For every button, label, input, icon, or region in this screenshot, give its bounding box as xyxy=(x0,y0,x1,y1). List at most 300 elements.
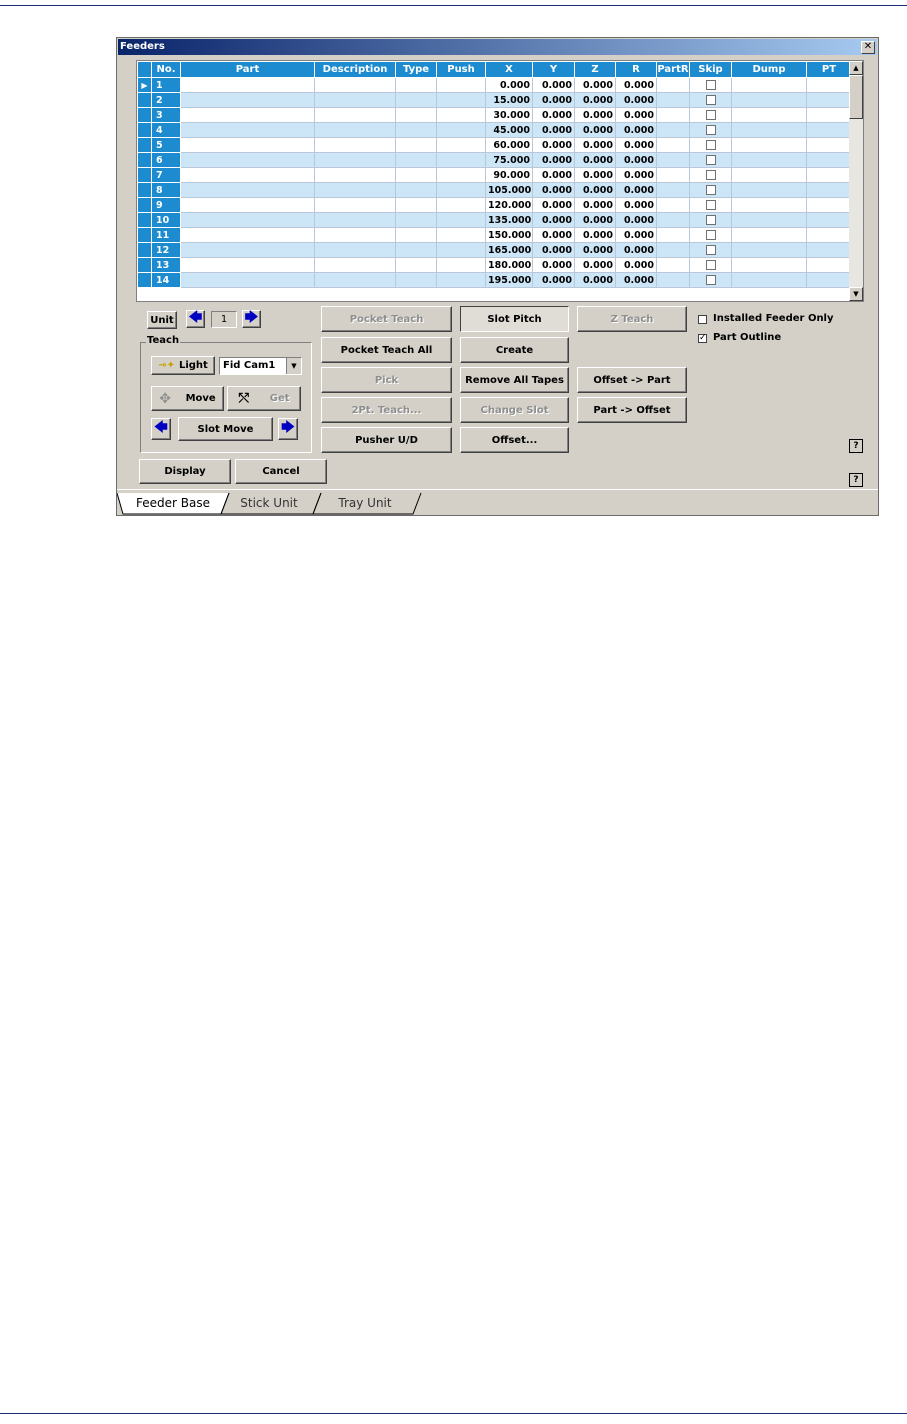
part-outline-label: Part Outline xyxy=(713,332,782,343)
description-cell[interactable] xyxy=(315,213,396,228)
partr-cell[interactable] xyxy=(657,198,690,213)
pt-cell[interactable] xyxy=(807,138,852,153)
description-cell[interactable] xyxy=(315,183,396,198)
pt-cell[interactable] xyxy=(807,213,852,228)
camera-select[interactable] xyxy=(219,357,302,375)
push-cell[interactable] xyxy=(437,93,486,108)
z-cell[interactable]: 0.000 xyxy=(575,123,616,138)
pt-cell[interactable] xyxy=(807,93,852,108)
column-header[interactable]: Dump xyxy=(732,62,807,78)
slot-pitch-button[interactable]: Slot Pitch xyxy=(460,306,569,332)
z-teach-button[interactable]: Z Teach xyxy=(577,306,687,332)
unit-prev-button[interactable] xyxy=(186,310,205,328)
column-header[interactable]: Push xyxy=(437,62,486,78)
dump-cell[interactable] xyxy=(732,213,807,228)
pt-cell[interactable] xyxy=(807,168,852,183)
x-cell[interactable]: 165.000 xyxy=(486,243,533,258)
feeders-window xyxy=(116,37,879,516)
y-cell[interactable]: 0.000 xyxy=(533,258,575,273)
camera-select-value: Fid Cam1 xyxy=(223,360,276,371)
x-cell[interactable]: 90.000 xyxy=(486,168,533,183)
pt-cell[interactable] xyxy=(807,258,852,273)
type-cell[interactable] xyxy=(396,153,437,168)
row-indicator[interactable] xyxy=(138,198,152,213)
r-cell[interactable]: 0.000 xyxy=(616,78,657,93)
remove-all-tapes-button[interactable]: Remove All Tapes xyxy=(460,367,569,393)
dump-cell[interactable] xyxy=(732,153,807,168)
skip-cell xyxy=(690,273,732,288)
slot-move-button[interactable] xyxy=(178,417,273,441)
row-indicator[interactable] xyxy=(138,273,152,288)
description-cell[interactable] xyxy=(315,78,396,93)
move-button[interactable] xyxy=(151,386,224,411)
row-number[interactable]: 14 xyxy=(152,273,181,288)
type-cell[interactable] xyxy=(396,273,437,288)
row-number[interactable]: 7 xyxy=(152,168,181,183)
part-cell[interactable] xyxy=(181,183,315,198)
y-cell[interactable]: 0.000 xyxy=(533,108,575,123)
y-cell[interactable]: 0.000 xyxy=(533,93,575,108)
row-number[interactable]: 6 xyxy=(152,153,181,168)
display-button[interactable]: Display xyxy=(139,459,231,484)
skip-checkbox[interactable] xyxy=(706,125,716,135)
push-cell[interactable] xyxy=(437,198,486,213)
partr-cell[interactable] xyxy=(657,228,690,243)
dump-cell[interactable] xyxy=(732,198,807,213)
skip-checkbox[interactable] xyxy=(706,80,716,90)
y-cell[interactable]: 0.000 xyxy=(533,78,575,93)
push-cell[interactable] xyxy=(437,123,486,138)
dump-cell[interactable] xyxy=(732,273,807,288)
type-cell[interactable] xyxy=(396,258,437,273)
y-cell[interactable]: 0.000 xyxy=(533,183,575,198)
skip-cell xyxy=(690,123,732,138)
feeder-grid[interactable] xyxy=(136,60,864,302)
r-cell[interactable]: 0.000 xyxy=(616,108,657,123)
dump-cell[interactable] xyxy=(732,258,807,273)
pusher-up-down-button[interactable]: Pusher U/D xyxy=(321,427,452,453)
z-cell[interactable]: 0.000 xyxy=(575,153,616,168)
table-row[interactable] xyxy=(138,138,852,153)
tab-tray-unit[interactable]: Tray Unit xyxy=(338,496,392,510)
light-bulb-icon: ⊸✦ xyxy=(158,360,175,371)
part-cell[interactable] xyxy=(181,258,315,273)
row-number[interactable]: 13 xyxy=(152,258,181,273)
partr-cell[interactable] xyxy=(657,123,690,138)
title-bar xyxy=(118,39,877,55)
skip-checkbox[interactable] xyxy=(706,140,716,150)
description-cell[interactable] xyxy=(315,243,396,258)
part-cell[interactable] xyxy=(181,153,315,168)
part-cell[interactable] xyxy=(181,108,315,123)
table-body xyxy=(138,78,852,288)
type-cell[interactable] xyxy=(396,198,437,213)
description-cell[interactable] xyxy=(315,153,396,168)
x-cell[interactable]: 15.000 xyxy=(486,93,533,108)
x-cell[interactable]: 180.000 xyxy=(486,258,533,273)
z-cell[interactable]: 0.000 xyxy=(575,243,616,258)
r-cell[interactable]: 0.000 xyxy=(616,273,657,288)
pt-cell[interactable] xyxy=(807,78,852,93)
scroll-thumb[interactable] xyxy=(849,75,863,119)
description-cell[interactable] xyxy=(315,273,396,288)
part-cell[interactable] xyxy=(181,243,315,258)
skip-checkbox[interactable] xyxy=(706,230,716,240)
row-number[interactable]: 8 xyxy=(152,183,181,198)
y-cell[interactable]: 0.000 xyxy=(533,243,575,258)
pt-cell[interactable] xyxy=(807,108,852,123)
column-header[interactable]: Type xyxy=(396,62,437,78)
z-cell[interactable]: 0.000 xyxy=(575,78,616,93)
scroll-down-button[interactable] xyxy=(849,287,863,301)
column-header[interactable]: Description xyxy=(315,62,396,78)
x-cell[interactable]: 120.000 xyxy=(486,198,533,213)
slot-move-prev-button[interactable] xyxy=(151,418,171,440)
type-cell[interactable] xyxy=(396,123,437,138)
z-cell[interactable]: 0.000 xyxy=(575,138,616,153)
description-cell[interactable] xyxy=(315,228,396,243)
row-indicator[interactable] xyxy=(138,243,152,258)
row-indicator[interactable] xyxy=(138,153,152,168)
part-cell[interactable] xyxy=(181,168,315,183)
z-cell[interactable]: 0.000 xyxy=(575,273,616,288)
chevron-down-icon[interactable]: ▼ xyxy=(286,358,301,374)
table-row[interactable] xyxy=(138,258,852,273)
window-title: Feeders xyxy=(120,41,165,52)
table-header-row xyxy=(138,62,852,78)
row-indicator[interactable] xyxy=(138,78,152,93)
push-cell[interactable] xyxy=(437,183,486,198)
z-cell[interactable]: 0.000 xyxy=(575,168,616,183)
vertical-scrollbar[interactable] xyxy=(849,61,863,301)
push-cell[interactable] xyxy=(437,228,486,243)
z-cell[interactable]: 0.000 xyxy=(575,228,616,243)
y-cell[interactable]: 0.000 xyxy=(533,153,575,168)
x-cell[interactable]: 75.000 xyxy=(486,153,533,168)
get-button[interactable] xyxy=(227,386,301,411)
close-icon: ✕ xyxy=(863,41,873,52)
pick-button[interactable]: Pick xyxy=(321,367,452,393)
push-cell[interactable] xyxy=(437,168,486,183)
skip-checkbox[interactable] xyxy=(706,215,716,225)
pt-cell[interactable] xyxy=(807,198,852,213)
row-number[interactable]: 2 xyxy=(152,93,181,108)
r-cell[interactable]: 0.000 xyxy=(616,228,657,243)
arrow-left-icon: 🡄 xyxy=(188,310,203,325)
table-row[interactable] xyxy=(138,93,852,108)
partr-cell[interactable] xyxy=(657,168,690,183)
z-cell[interactable]: 0.000 xyxy=(575,198,616,213)
partr-cell[interactable] xyxy=(657,93,690,108)
offset-button[interactable]: Offset... xyxy=(460,427,569,453)
skip-cell xyxy=(690,108,732,123)
dump-cell[interactable] xyxy=(732,138,807,153)
skip-cell xyxy=(690,93,732,108)
change-slot-button[interactable]: Change Slot xyxy=(460,397,569,423)
create-button[interactable]: Create xyxy=(460,337,569,363)
type-cell[interactable] xyxy=(396,168,437,183)
dump-cell[interactable] xyxy=(732,168,807,183)
pocket-teach-all-button[interactable]: Pocket Teach All xyxy=(321,337,452,363)
slot-move-next-button[interactable] xyxy=(278,418,298,440)
help-button-tabs[interactable]: ? xyxy=(849,473,863,487)
row-indicator[interactable] xyxy=(138,183,152,198)
unit-label: Unit xyxy=(150,314,174,326)
description-cell[interactable] xyxy=(315,168,396,183)
part-to-offset-button[interactable]: Part -> Offset xyxy=(577,397,687,423)
description-cell[interactable] xyxy=(315,93,396,108)
page-top-rule xyxy=(0,5,907,6)
installed-feeder-only-checkbox[interactable] xyxy=(698,315,707,324)
dump-cell[interactable] xyxy=(732,78,807,93)
row-indicator[interactable] xyxy=(138,168,152,183)
r-cell[interactable]: 0.000 xyxy=(616,123,657,138)
pocket-teach-button[interactable]: Pocket Teach xyxy=(321,306,452,332)
dump-cell[interactable] xyxy=(732,243,807,258)
unit-number-field[interactable]: 1 xyxy=(211,311,237,328)
x-cell[interactable]: 45.000 xyxy=(486,123,533,138)
partr-cell[interactable] xyxy=(657,153,690,168)
push-cell[interactable] xyxy=(437,243,486,258)
row-indicator[interactable] xyxy=(138,108,152,123)
row-number[interactable]: 11 xyxy=(152,228,181,243)
r-cell[interactable]: 0.000 xyxy=(616,183,657,198)
description-cell[interactable] xyxy=(315,123,396,138)
scroll-up-button[interactable] xyxy=(849,61,863,75)
part-cell[interactable] xyxy=(181,123,315,138)
r-cell[interactable]: 0.000 xyxy=(616,138,657,153)
part-cell[interactable] xyxy=(181,93,315,108)
dump-cell[interactable] xyxy=(732,93,807,108)
r-cell[interactable]: 0.000 xyxy=(616,93,657,108)
move-label: Move xyxy=(185,393,216,404)
row-indicator[interactable] xyxy=(138,93,152,108)
dump-cell[interactable] xyxy=(732,228,807,243)
tab-stick-unit[interactable]: Stick Unit xyxy=(240,496,298,510)
tab-feeder-base[interactable]: Feeder Base xyxy=(136,496,210,510)
type-cell[interactable] xyxy=(396,243,437,258)
skip-checkbox[interactable] xyxy=(706,260,716,270)
table-row[interactable] xyxy=(138,123,852,138)
light-button[interactable] xyxy=(151,356,215,375)
partr-cell[interactable] xyxy=(657,213,690,228)
column-header[interactable]: No. xyxy=(152,62,181,78)
part-cell[interactable] xyxy=(181,78,315,93)
row-number[interactable]: 10 xyxy=(152,213,181,228)
column-header[interactable]: X xyxy=(486,62,533,78)
partr-cell[interactable] xyxy=(657,273,690,288)
skip-checkbox[interactable] xyxy=(706,110,716,120)
dump-cell[interactable] xyxy=(732,183,807,198)
unit-label-box xyxy=(147,311,177,329)
column-header[interactable]: PT xyxy=(807,62,852,78)
push-cell[interactable] xyxy=(437,138,486,153)
row-number[interactable]: 12 xyxy=(152,243,181,258)
table-row[interactable] xyxy=(138,78,852,93)
x-cell[interactable]: 195.000 xyxy=(486,273,533,288)
y-cell[interactable]: 0.000 xyxy=(533,213,575,228)
checkmark-icon: ✓ xyxy=(699,333,707,343)
push-cell[interactable] xyxy=(437,273,486,288)
type-cell[interactable] xyxy=(396,93,437,108)
skip-cell xyxy=(690,228,732,243)
skip-checkbox[interactable] xyxy=(706,185,716,195)
part-cell[interactable] xyxy=(181,273,315,288)
row-number[interactable]: 1 xyxy=(152,78,181,93)
cancel-button[interactable]: Cancel xyxy=(235,459,327,484)
r-cell[interactable]: 0.000 xyxy=(616,243,657,258)
row-indicator[interactable] xyxy=(138,258,152,273)
part-cell[interactable] xyxy=(181,213,315,228)
partr-cell[interactable] xyxy=(657,243,690,258)
type-cell[interactable] xyxy=(396,228,437,243)
y-cell[interactable]: 0.000 xyxy=(533,273,575,288)
row-indicator[interactable] xyxy=(138,138,152,153)
help-button[interactable]: ? xyxy=(849,439,863,453)
dump-cell[interactable] xyxy=(732,123,807,138)
y-cell[interactable]: 0.000 xyxy=(533,168,575,183)
get-label: Get xyxy=(269,393,290,404)
type-cell[interactable] xyxy=(396,138,437,153)
row-number[interactable]: 3 xyxy=(152,108,181,123)
z-cell[interactable]: 0.000 xyxy=(575,108,616,123)
r-cell[interactable]: 0.000 xyxy=(616,153,657,168)
x-cell[interactable]: 105.000 xyxy=(486,183,533,198)
table-row[interactable] xyxy=(138,213,852,228)
table-row[interactable] xyxy=(138,228,852,243)
scroll-up-icon: ▲ xyxy=(853,64,859,72)
offset-to-part-button[interactable]: Offset -> Part xyxy=(577,367,687,393)
column-header[interactable]: R xyxy=(616,62,657,78)
column-header[interactable]: Z xyxy=(575,62,616,78)
column-header[interactable]: Part xyxy=(181,62,315,78)
light-label: Light xyxy=(178,360,208,371)
row-indicator[interactable] xyxy=(138,213,152,228)
two-point-teach-button[interactable]: 2Pt. Teach... xyxy=(321,397,452,423)
row-number[interactable]: 9 xyxy=(152,198,181,213)
push-cell[interactable] xyxy=(437,78,486,93)
r-cell[interactable]: 0.000 xyxy=(616,198,657,213)
table-row[interactable] xyxy=(138,273,852,288)
partr-cell[interactable] xyxy=(657,183,690,198)
x-cell[interactable]: 30.000 xyxy=(486,108,533,123)
table-row[interactable] xyxy=(138,183,852,198)
push-cell[interactable] xyxy=(437,258,486,273)
description-cell[interactable] xyxy=(315,108,396,123)
partr-cell[interactable] xyxy=(657,258,690,273)
y-cell[interactable]: 0.000 xyxy=(533,123,575,138)
skip-checkbox[interactable] xyxy=(706,155,716,165)
y-cell[interactable]: 0.000 xyxy=(533,138,575,153)
r-cell[interactable]: 0.000 xyxy=(616,213,657,228)
push-cell[interactable] xyxy=(437,153,486,168)
y-cell[interactable]: 0.000 xyxy=(533,198,575,213)
z-cell[interactable]: 0.000 xyxy=(575,258,616,273)
row-number[interactable]: 4 xyxy=(152,123,181,138)
z-cell[interactable]: 0.000 xyxy=(575,183,616,198)
skip-cell xyxy=(690,243,732,258)
installed-feeder-only-label: Installed Feeder Only xyxy=(713,313,834,324)
arrow-right-icon: 🡆 xyxy=(281,420,295,435)
type-cell[interactable] xyxy=(396,78,437,93)
pt-cell[interactable] xyxy=(807,243,852,258)
part-outline-checkbox[interactable] xyxy=(698,334,707,343)
description-cell[interactable] xyxy=(315,258,396,273)
x-cell[interactable]: 135.000 xyxy=(486,213,533,228)
unit-next-button[interactable] xyxy=(242,310,261,328)
row-number[interactable]: 5 xyxy=(152,138,181,153)
skip-cell xyxy=(690,138,732,153)
partr-cell[interactable] xyxy=(657,138,690,153)
skip-checkbox[interactable] xyxy=(706,275,716,285)
x-cell[interactable]: 0.000 xyxy=(486,78,533,93)
pt-cell[interactable] xyxy=(807,153,852,168)
r-cell[interactable]: 0.000 xyxy=(616,258,657,273)
skip-cell xyxy=(690,198,732,213)
part-cell[interactable] xyxy=(181,138,315,153)
column-header[interactable]: Skip xyxy=(690,62,732,78)
z-cell[interactable]: 0.000 xyxy=(575,93,616,108)
column-header[interactable]: PartR xyxy=(657,62,690,78)
close-button[interactable] xyxy=(861,41,875,54)
pt-cell[interactable] xyxy=(807,273,852,288)
pt-cell[interactable] xyxy=(807,228,852,243)
x-cell[interactable]: 150.000 xyxy=(486,228,533,243)
skip-checkbox[interactable] xyxy=(706,245,716,255)
page-bottom-rule xyxy=(0,1413,907,1414)
y-cell[interactable]: 0.000 xyxy=(533,228,575,243)
type-cell[interactable] xyxy=(396,213,437,228)
row-indicator-header xyxy=(138,62,152,78)
pt-cell[interactable] xyxy=(807,123,852,138)
x-cell[interactable]: 60.000 xyxy=(486,138,533,153)
z-cell[interactable]: 0.000 xyxy=(575,213,616,228)
partr-cell[interactable] xyxy=(657,108,690,123)
tab-bar xyxy=(117,489,878,516)
push-cell[interactable] xyxy=(437,108,486,123)
skip-checkbox[interactable] xyxy=(706,95,716,105)
table-row[interactable] xyxy=(138,153,852,168)
type-cell[interactable] xyxy=(396,183,437,198)
skip-cell xyxy=(690,213,732,228)
part-cell[interactable] xyxy=(181,228,315,243)
row-indicator[interactable] xyxy=(138,228,152,243)
arrow-right-icon: 🡆 xyxy=(244,310,259,325)
current-row-icon: ▶ xyxy=(141,80,148,90)
scroll-down-icon: ▼ xyxy=(853,290,859,298)
pt-cell[interactable] xyxy=(807,183,852,198)
description-cell[interactable] xyxy=(315,138,396,153)
part-cell[interactable] xyxy=(181,198,315,213)
skip-cell xyxy=(690,153,732,168)
push-cell[interactable] xyxy=(437,213,486,228)
partr-cell[interactable] xyxy=(657,78,690,93)
table-row[interactable] xyxy=(138,168,852,183)
table-row[interactable] xyxy=(138,198,852,213)
r-cell[interactable]: 0.000 xyxy=(616,168,657,183)
table-row[interactable] xyxy=(138,108,852,123)
dump-cell[interactable] xyxy=(732,108,807,123)
skip-checkbox[interactable] xyxy=(706,200,716,210)
column-header[interactable]: Y xyxy=(533,62,575,78)
type-cell[interactable] xyxy=(396,108,437,123)
skip-cell xyxy=(690,183,732,198)
table-row[interactable] xyxy=(138,243,852,258)
skip-cell xyxy=(690,78,732,93)
description-cell[interactable] xyxy=(315,198,396,213)
row-indicator[interactable] xyxy=(138,123,152,138)
skip-checkbox[interactable] xyxy=(706,170,716,180)
